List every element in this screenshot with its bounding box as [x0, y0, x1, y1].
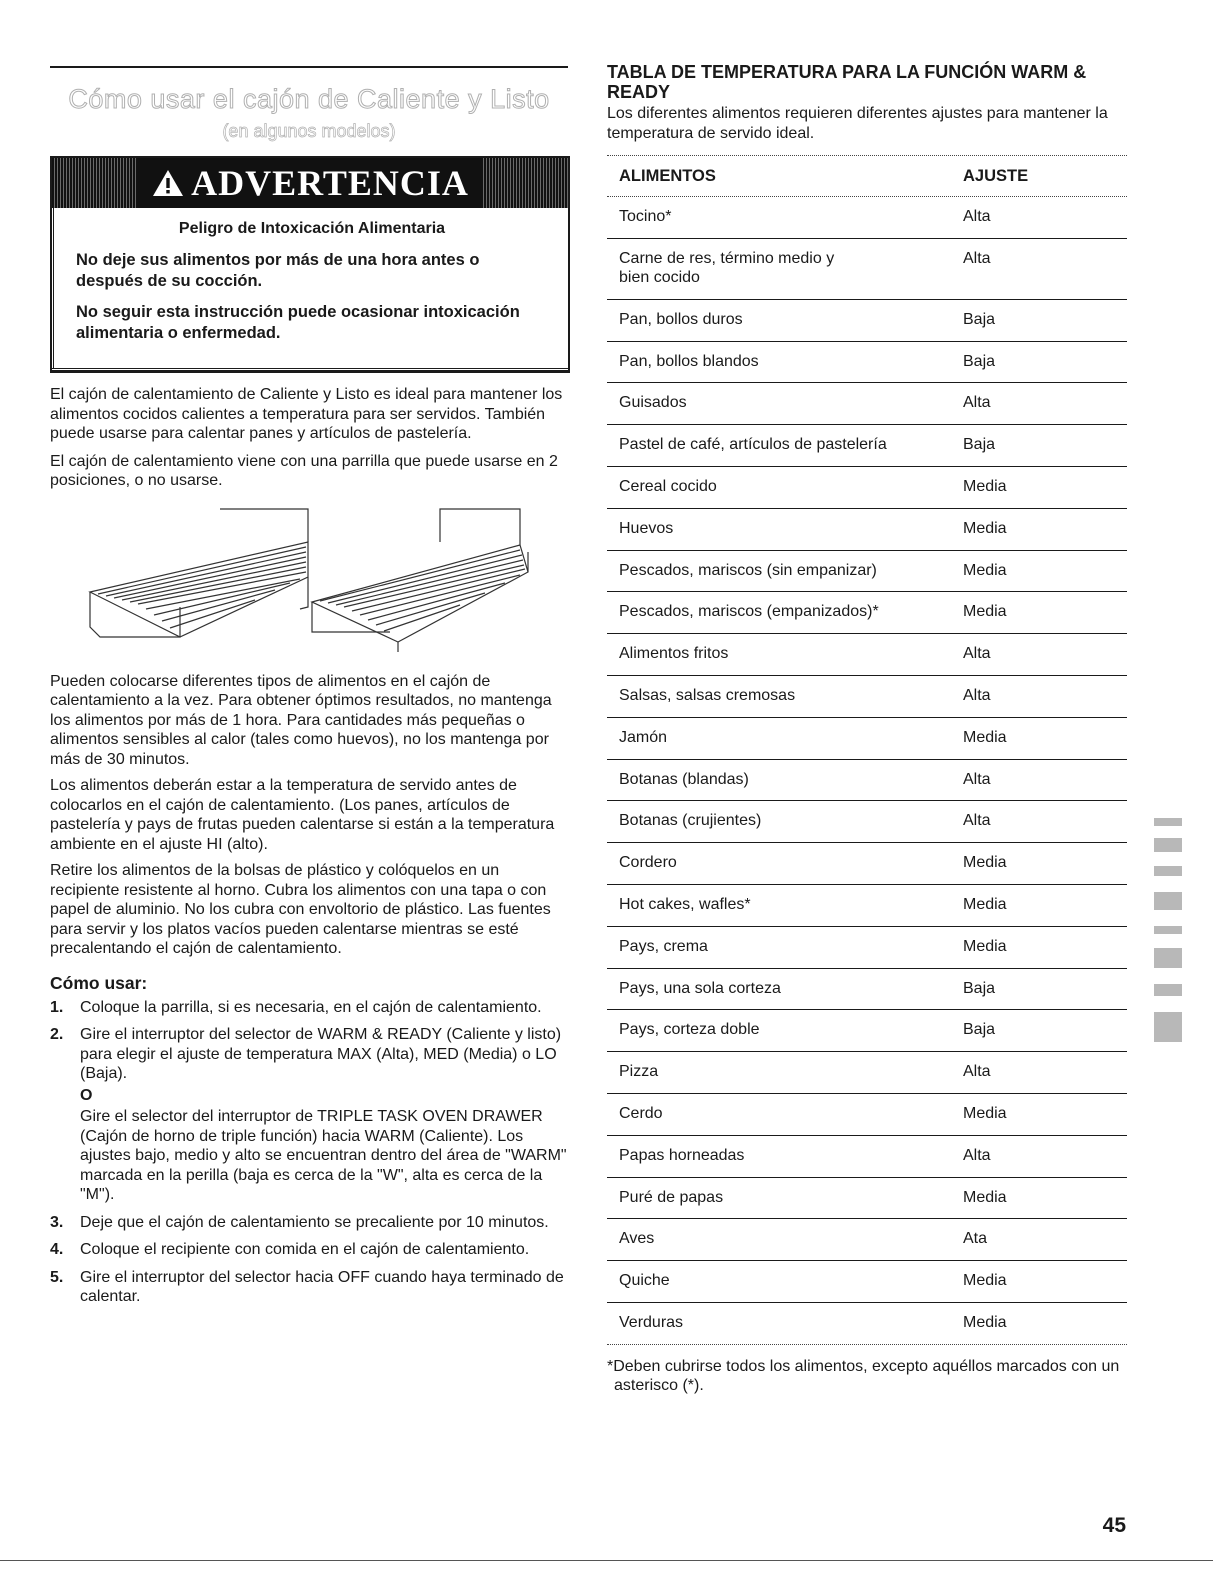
table-row — [607, 239, 1127, 300]
step-item — [50, 1268, 568, 1307]
food-cell: Pastel de café, artículos de pastelería — [619, 436, 887, 454]
food-cell: Tocino* — [619, 208, 672, 225]
food-cell: Aves — [619, 1230, 655, 1248]
setting-cell: Media — [963, 937, 1007, 955]
setting-cell: Baja — [963, 310, 996, 328]
setting-cell: Media — [963, 519, 1007, 537]
setting-cell: Ata — [963, 1230, 988, 1248]
right-column — [607, 62, 1127, 1396]
table-row — [607, 592, 1127, 634]
table-row — [607, 634, 1127, 676]
setting-cell: Baja — [963, 979, 996, 997]
step-text: Gire el interruptor del selector de WARM & READY (Caliente y listo) para elegir el ajuste de temperatura MAX (Alta), MED (Media) o LO (Baja). — [80, 1026, 562, 1082]
how-to-use-heading: Cómo usar: — [50, 972, 148, 993]
step-number: 4. — [50, 1241, 64, 1258]
warning-banner-text: ADVERTENCIA — [191, 163, 469, 203]
body-paragraph: Pueden colocarse diferentes tipos de alimentos en el cajón de calentamiento a la vez. Para obtener óptimos resultados, no mantenga los alimentos por más de 1 hora. Para cantidades más pequeñas o alimentos sensibles al calor (tales como huevos), no los mantenga por más de 30 minutos. — [50, 672, 552, 768]
rack-right — [312, 509, 528, 652]
steps-list — [50, 998, 568, 1307]
table-row — [607, 1010, 1127, 1052]
table-row — [607, 843, 1127, 885]
table-intro: Los diferentes alimentos requieren diferentes ajustes para mantener la temperatura de servido ideal. — [607, 105, 1108, 142]
side-logo-mark — [1150, 808, 1186, 1058]
food-cell: Cerdo — [619, 1104, 663, 1122]
top-divider — [50, 66, 568, 68]
food-cell: Pescados, mariscos (sin empanizar) — [619, 561, 877, 579]
table-row — [607, 467, 1127, 509]
table-footnote: *Deben cubrirse todos los alimentos, excepto aquéllos marcados con un asterisco (*). — [607, 1357, 1120, 1395]
table-row — [607, 1094, 1127, 1136]
body-paragraph: Retire los alimentos de la bolsas de plástico y colóquelos en un recipiente resistente al horno. Cubra los alimentos con una tapa o con papel de aluminio. No los cubra con envoltorio de plástico. Las fuentes para servir y los platos vacíos pueden calentarse mientras se esté precalentando el cajón de calentamiento. — [50, 862, 551, 957]
column-header-food: ALIMENTOS — [619, 166, 716, 185]
food-cell: Pizza — [619, 1063, 659, 1081]
body-paragraph: Los alimentos deberán estar a la temperatura de servido antes de colocarlos en el cajón de calentamiento. (Los panes, artículos de pastelería y pays de frutas pueden calentarse si están a la temperatura ambiente en el ajuste HI (alto). — [50, 777, 555, 853]
setting-cell: Media — [963, 603, 1007, 621]
table-row — [607, 342, 1127, 384]
table-row — [607, 1261, 1127, 1303]
table-row — [607, 509, 1127, 551]
step-text: Coloque la parrilla, si es necesaria, en el cajón de calentamiento. — [80, 998, 542, 1016]
table-header — [607, 155, 1127, 197]
setting-cell: Media — [963, 1188, 1007, 1206]
step-item — [50, 1213, 568, 1233]
food-cell: Cereal cocido — [619, 477, 717, 495]
step-item — [50, 998, 568, 1018]
food-cell: Pan, bollos duros — [619, 310, 743, 328]
table-row — [607, 927, 1127, 969]
setting-cell: Baja — [963, 436, 996, 454]
food-cell: Carne de res, término medio y bien cocido — [619, 249, 835, 286]
food-cell: Pays, corteza doble — [619, 1021, 760, 1039]
food-cell: Hot cakes, wafles* — [619, 895, 751, 913]
setting-cell: Media — [963, 477, 1007, 495]
table-body — [607, 197, 1127, 1345]
step-text-alt: Gire el selector del interruptor de TRIPLE TASK OVEN DRAWER (Cajón de horno de triple función) hacia WARM (Caliente). Los ajustes bajo, medio y alto se encuentran dentro del área de "WARM" marcada en la perilla (baja es cerca de la "W", alta es cerca de la "M"). — [80, 1108, 567, 1203]
warning-bottom-rule — [52, 368, 568, 371]
warning-banner — [52, 158, 568, 208]
setting-cell: Media — [963, 728, 1007, 746]
warning-heading: Peligro de Intoxicación Alimentaria — [178, 220, 446, 237]
warning-body — [50, 208, 568, 368]
setting-cell: Alta — [963, 645, 991, 663]
step-text: Gire el interruptor del selector hacia OFF cuando haya terminado de calentar. — [80, 1268, 564, 1305]
table-row — [607, 197, 1127, 239]
table-row — [607, 1303, 1127, 1345]
table-row — [607, 551, 1127, 593]
table-row — [607, 1219, 1127, 1261]
setting-cell: Baja — [963, 1021, 996, 1039]
setting-cell: Media — [963, 895, 1007, 913]
setting-cell: Alta — [963, 1146, 991, 1164]
table-row — [607, 1136, 1127, 1178]
table-row — [607, 969, 1127, 1011]
step-number: 2. — [50, 1026, 64, 1043]
column-header-setting: AJUSTE — [963, 166, 1029, 185]
table-row — [607, 885, 1127, 927]
step-text: Deje que el cajón de calentamiento se precaliente por 10 minutos. — [80, 1213, 549, 1231]
food-cell: Pays, una sola corteza — [619, 979, 781, 997]
food-cell: Pescados, mariscos (empanizados)* — [619, 603, 879, 621]
step-number: 3. — [50, 1213, 64, 1231]
setting-cell: Media — [963, 1272, 1007, 1290]
section-subtitle: (en algunos modelos) — [222, 121, 396, 141]
table-title: TABLA DE TEMPERATURA PARA LA FUNCIÓN WARM & READY — [607, 62, 1087, 102]
table-row — [607, 676, 1127, 718]
setting-cell: Media — [963, 1313, 1007, 1331]
setting-cell: Alta — [963, 394, 991, 412]
table-row — [607, 760, 1127, 802]
warning-line: No seguir esta instrucción puede ocasionar intoxicación alimentaria o enfermedad. — [76, 303, 520, 342]
page-number: 45 — [1102, 1514, 1126, 1537]
table-row — [607, 425, 1127, 467]
food-cell: Salsas, salsas cremosas — [619, 686, 796, 704]
footer-rule — [0, 1560, 1213, 1561]
rack-paragraph: El cajón de calentamiento viene con una parrilla que puede usarse en 2 posiciones, o no usarse. — [50, 452, 558, 489]
setting-cell: Alta — [963, 686, 991, 704]
table-row — [607, 383, 1127, 425]
food-cell: Quiche — [619, 1272, 670, 1290]
setting-cell: Alta — [963, 208, 991, 225]
setting-cell: Baja — [963, 352, 996, 370]
food-cell: Papas horneadas — [619, 1146, 745, 1164]
table-row — [607, 801, 1127, 843]
food-cell: Pan, bollos blandos — [619, 352, 759, 370]
setting-cell: Alta — [963, 249, 991, 267]
section-title: Cómo usar el cajón de Caliente y Listo — [68, 84, 550, 114]
step-number: 1. — [50, 998, 64, 1016]
food-cell: Puré de papas — [619, 1188, 724, 1206]
step-item — [50, 1025, 568, 1205]
setting-cell: Media — [963, 854, 1007, 872]
food-cell: Botanas (blandas) — [619, 770, 749, 788]
intro-paragraph: El cajón de calentamiento de Caliente y Listo es ideal para mantener los alimentos cocidos calientes a temperatura para ser servidos. También puede usarse para calentar panes y artículos de pastelería. — [50, 386, 563, 442]
setting-cell: Media — [963, 1104, 1007, 1122]
table-row — [607, 300, 1127, 342]
step-text: Coloque el recipiente con comida en el cajón de calentamiento. — [80, 1241, 530, 1258]
food-cell: Verduras — [619, 1313, 684, 1331]
food-cell: Cordero — [619, 854, 677, 872]
warning-box — [50, 156, 570, 373]
warning-line: No deje sus alimentos por más de una hora antes o después de su cocción. — [76, 251, 480, 290]
step-item — [50, 1240, 568, 1260]
food-cell: Huevos — [619, 519, 674, 537]
food-cell: Guisados — [619, 394, 687, 412]
rack-positions-illustration — [50, 497, 568, 667]
setting-cell: Alta — [963, 1063, 991, 1081]
food-cell: Pays, crema — [619, 937, 708, 955]
step-number: 5. — [50, 1268, 64, 1286]
rack-left — [90, 509, 308, 637]
left-column — [50, 40, 568, 1315]
warning-triangle-icon — [151, 168, 185, 198]
food-cell: Jamón — [619, 728, 668, 746]
setting-cell: Media — [963, 561, 1007, 579]
step-or: O — [80, 1086, 93, 1104]
table-row — [607, 1178, 1127, 1220]
setting-cell: Alta — [963, 770, 991, 788]
food-cell: Alimentos fritos — [619, 645, 729, 663]
table-row — [607, 1052, 1127, 1094]
table-row — [607, 718, 1127, 760]
food-cell: Botanas (crujientes) — [619, 812, 762, 830]
setting-cell: Alta — [963, 812, 991, 830]
